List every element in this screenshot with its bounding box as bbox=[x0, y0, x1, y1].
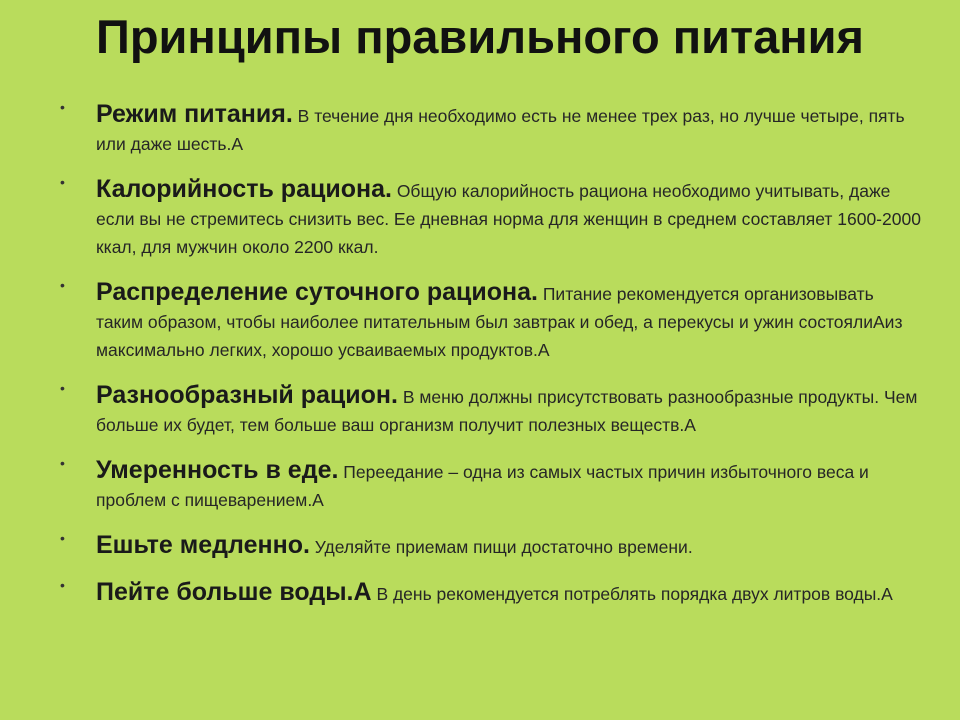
item-heading: Разнообразный рацион. bbox=[96, 381, 398, 409]
bullet-icon: • bbox=[60, 577, 65, 593]
item-heading: Калорийность рациона. bbox=[96, 175, 392, 203]
list-item bbox=[60, 278, 922, 364]
bullet-icon: • bbox=[60, 277, 65, 293]
item-heading: Распределение суточного рациона. bbox=[96, 278, 538, 306]
principles-list bbox=[60, 100, 922, 625]
bullet-icon: • bbox=[60, 455, 65, 471]
list-item bbox=[60, 531, 922, 561]
bullet-icon: • bbox=[60, 174, 65, 190]
list-item bbox=[60, 381, 922, 439]
list-item bbox=[60, 100, 922, 158]
slide-title: Принципы правильного питания bbox=[96, 10, 864, 63]
item-text: Общую калорийность рациона необходимо учитывать, даже если вы не стремитесь снизить вес. Ее дневная норма для женщин в среднем составляет 1600-2000 ккал, для мужчин около 2200 ккал. bbox=[96, 181, 921, 257]
item-heading: Пейте больше воды.А bbox=[96, 578, 372, 606]
list-item bbox=[60, 456, 922, 514]
item-text: В меню должны присутствовать разнообразные продукты. Чем больше их будет, тем больше ваш организм получит полезных веществ.А bbox=[96, 387, 918, 435]
bullet-icon: • bbox=[60, 530, 65, 546]
item-text: В день рекомендуется потреблять порядка двух литров воды.А bbox=[376, 584, 893, 604]
item-heading: Режим питания. bbox=[96, 100, 293, 128]
item-heading: Умеренность в еде. bbox=[96, 456, 339, 484]
item-heading: Ешьте медленно. bbox=[96, 531, 310, 559]
item-text: Питание рекомендуется организовывать таким образом, чтобы наиболее питательным был завтрак и обед, а перекусы и ужин состоялиАиз максимально легких, хорошо усваиваемых продуктов.А bbox=[96, 284, 903, 360]
list-item bbox=[60, 175, 922, 261]
bullet-icon: • bbox=[60, 380, 65, 396]
list-item bbox=[60, 578, 922, 608]
item-text: Уделяйте приемам пищи достаточно времени. bbox=[314, 537, 693, 557]
item-text: Переедание – одна из самых частых причин избыточного веса и проблем с пищеварением.А bbox=[96, 462, 869, 510]
item-text: В течение дня необходимо есть не менее трех раз, но лучше четыре, пять или даже шесть.А bbox=[96, 106, 905, 154]
bullet-icon: • bbox=[60, 99, 65, 115]
